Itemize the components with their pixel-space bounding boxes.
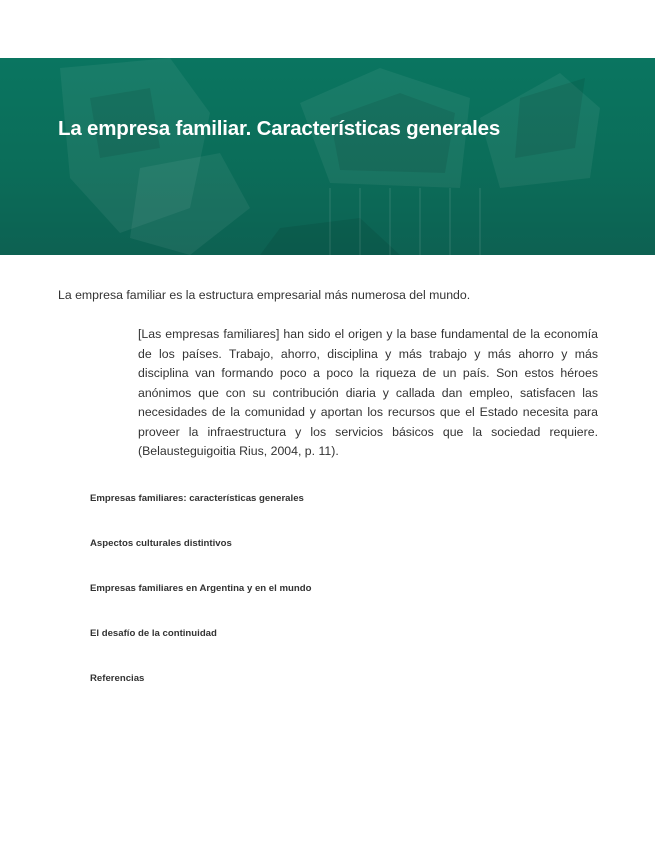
toc-item-argentina-y-el-mundo[interactable]: Empresas familiares en Argentina y en el mundo <box>90 583 312 594</box>
toc-item-caracteristicas-generales[interactable]: Empresas familiares: características generales <box>90 493 304 504</box>
toc-item-aspectos-culturales[interactable]: Aspectos culturales distintivos <box>90 538 232 549</box>
banner-background-illustration <box>0 58 655 255</box>
table-of-contents <box>90 486 311 711</box>
intro-paragraph: La empresa familiar es la estructura empresarial más numerosa del mundo. <box>58 288 471 302</box>
page-title: La empresa familiar. Características generales <box>58 117 501 140</box>
toc-item-referencias[interactable]: Referencias <box>90 673 145 684</box>
block-quote: [Las empresas familiares] han sido el origen y la base fundamental de la economía de los países. Trabajo, ahorro, disciplina y más trabajo y más ahorro y más disciplina van formando poco a poco la riqueza de un país. Son estos héroes anónimos que con su contribución diaria y callada dan empleo, satisfacen las necesidades de la comunidad y aportan los recursos que el Estado necesita para proveer la infraestructura y los servicios básicos que la sociedad requiere. (Belausteguigoitia Rius, 2004, p. 11). <box>138 327 598 458</box>
toc-item-desafio-continuidad[interactable]: El desafío de la continuidad <box>90 628 217 639</box>
header-banner <box>0 58 655 255</box>
